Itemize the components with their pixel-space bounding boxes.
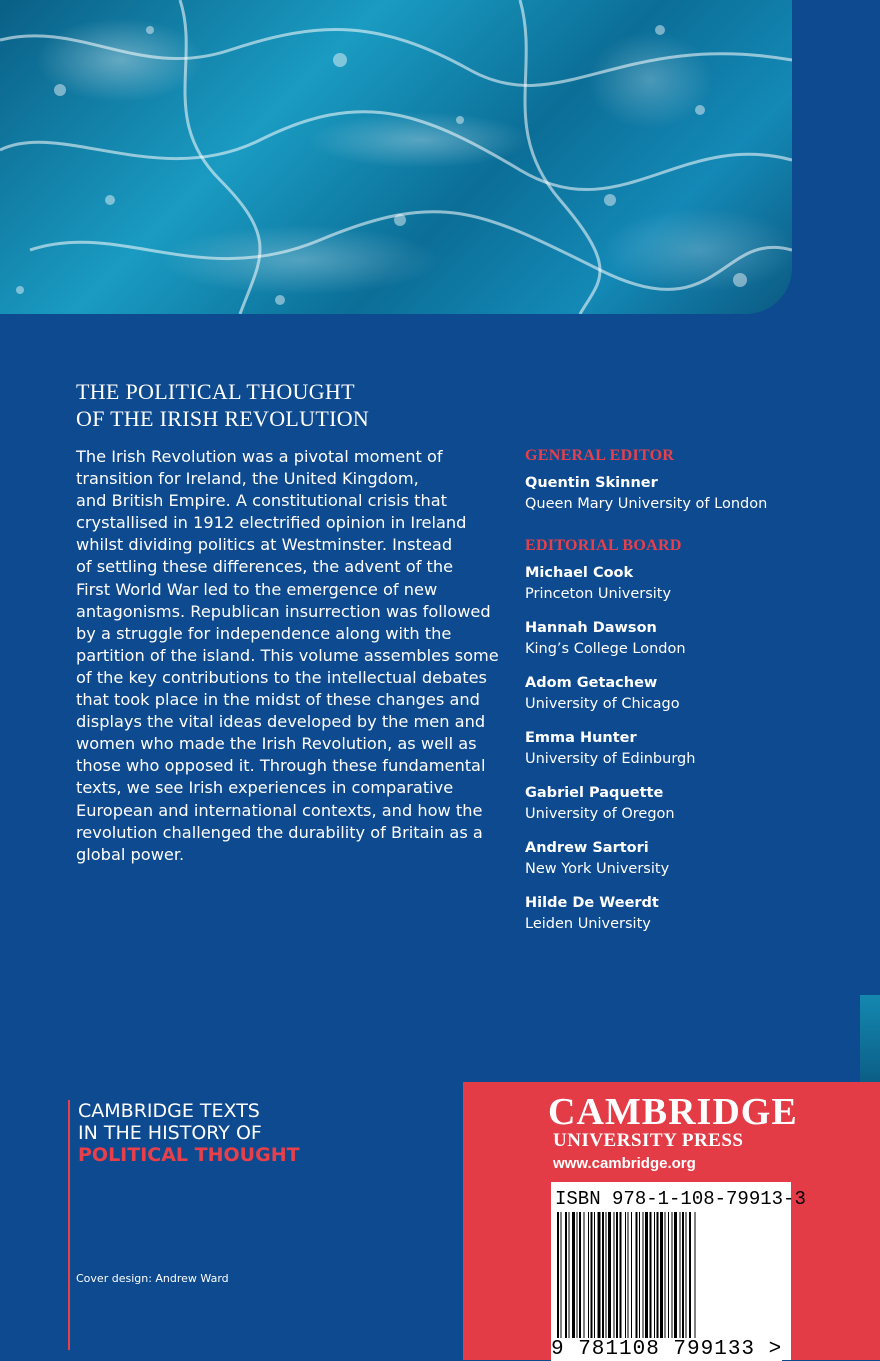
blurb-line: The Irish Revolution was a pivotal moment of	[76, 447, 443, 466]
blurb-line: by a struggle for independence along with the	[76, 623, 452, 643]
book-title	[76, 378, 369, 432]
isbn-label: ISBN 978-1-108-79913-3	[555, 1188, 806, 1210]
cover-photo-edge	[860, 995, 880, 1083]
editors-panel	[525, 447, 825, 948]
editor-name: Emma Hunter	[525, 730, 637, 746]
blurb-line: women who made the Irish Revolution, as well as	[76, 734, 477, 754]
barcode-bar	[680, 1212, 681, 1340]
sea-foam-pattern	[0, 0, 792, 314]
barcode-bar	[636, 1212, 638, 1340]
cover-design-credit: Cover design: Andrew Ward	[76, 1272, 229, 1285]
barcode-bar	[565, 1212, 567, 1340]
barcode-bar	[665, 1212, 666, 1340]
barcode-bar	[631, 1212, 632, 1340]
barcode-bar	[579, 1212, 581, 1340]
board-member	[525, 893, 825, 935]
general-editor-heading: GENERAL EDITOR	[525, 447, 675, 464]
publisher-block	[463, 1082, 880, 1360]
general-editor	[525, 473, 825, 515]
barcode-bar	[654, 1212, 655, 1340]
blurb-line: and British Empire. A constitutional crisis that	[76, 491, 448, 511]
board-member	[525, 728, 825, 770]
blurb-line: revolution challenged the durability of Britain as a	[76, 822, 483, 842]
barcode-bar	[674, 1212, 677, 1340]
barcode-bar	[577, 1212, 578, 1340]
barcode-bar	[695, 1212, 696, 1340]
editor-affiliation: Princeton University	[525, 586, 672, 602]
barcode-bar	[668, 1212, 669, 1340]
barcode-bar	[672, 1212, 673, 1340]
editorial-board-heading: EDITORIAL BOARD	[525, 537, 682, 554]
board-member	[525, 783, 825, 825]
series-line-2: IN THE HISTORY OF	[78, 1122, 262, 1144]
barcode-bar	[625, 1212, 626, 1340]
barcode-bar	[650, 1212, 652, 1340]
barcode-bar	[591, 1212, 593, 1340]
barcode-bar	[557, 1212, 559, 1340]
blurb-line: transition for Ireland, the United Kingdom,	[76, 469, 419, 489]
barcode-bar	[643, 1212, 644, 1340]
board-member	[525, 673, 825, 715]
barcode-bar	[606, 1212, 607, 1340]
barcode-bar	[584, 1212, 585, 1340]
blurb-line: of settling these differences, the advent of the	[76, 557, 454, 577]
editor-affiliation: University of Oregon	[525, 806, 675, 822]
barcode-bar	[628, 1212, 629, 1340]
blurb-line: crystallised in 1912 electrified opinion in Ireland	[76, 513, 467, 533]
blurb-line: antagonisms. Republican insurrection was followed	[76, 601, 491, 621]
blurb-line: partition of the island. This volume assembles some	[76, 645, 499, 665]
barcode	[551, 1182, 806, 1361]
barcode-bar	[686, 1212, 687, 1340]
blurb-line: of the key contributions to the intellectual debates	[76, 667, 487, 687]
editor-affiliation: King’s College London	[525, 641, 686, 657]
barcode-bar	[561, 1212, 562, 1340]
barcode-bar	[598, 1212, 601, 1340]
barcode-bars	[557, 1212, 785, 1340]
barcode-bar	[645, 1212, 648, 1340]
blurb-line: that took place in the midst of these changes and	[76, 690, 480, 710]
board-member	[525, 838, 825, 880]
barcode-bar	[660, 1212, 663, 1340]
blurb-line: texts, we see Irish experiences in comparative	[76, 778, 454, 798]
editor-affiliation: University of Chicago	[525, 696, 680, 712]
editor-affiliation: New York University	[525, 861, 670, 877]
barcode-bar	[620, 1212, 622, 1340]
board-member	[525, 618, 825, 660]
barcode-bar	[657, 1212, 659, 1340]
barcode-bar	[616, 1212, 618, 1340]
board-member	[525, 563, 825, 605]
barcode-bar	[594, 1212, 595, 1340]
book-title-line-2: OF THE IRISH REVOLUTION	[76, 406, 370, 431]
publisher-website: www.cambridge.org	[553, 1155, 696, 1172]
editor-name: Hannah Dawson	[525, 620, 657, 636]
editor-affiliation: Leiden University	[525, 916, 651, 932]
series-line-3: POLITICAL THOUGHT	[78, 1144, 300, 1166]
editor-name: Gabriel Paquette	[525, 785, 664, 801]
publisher-name: CAMBRIDGE	[548, 1091, 798, 1133]
barcode-bar	[588, 1212, 589, 1340]
blurb-line: those who opposed it. Through these fundamental	[76, 756, 486, 776]
series-title	[68, 1100, 300, 1350]
barcode-bar	[572, 1212, 575, 1340]
blurb-line: First World War led to the emergence of new	[76, 579, 438, 599]
editor-name: Quentin Skinner	[525, 475, 658, 491]
blurb-line: displays the vital ideas developed by the men and	[76, 712, 486, 732]
series-line-1: CAMBRIDGE TEXTS	[78, 1100, 260, 1122]
blurb-line: global power.	[76, 844, 185, 864]
cover-sea-photo	[0, 0, 792, 314]
editor-affiliation: Queen Mary University of London	[525, 496, 768, 512]
barcode-bar	[682, 1212, 684, 1340]
book-blurb	[76, 446, 499, 866]
barcode-bar	[614, 1212, 615, 1340]
barcode-bar	[602, 1212, 604, 1340]
publisher-press: UNIVERSITY PRESS	[553, 1130, 744, 1151]
editor-name: Hilde De Weerdt	[525, 895, 659, 911]
barcode-bar	[569, 1212, 570, 1340]
barcode-bar	[689, 1212, 691, 1340]
barcode-bar	[608, 1212, 611, 1340]
blurb-line: whilst dividing politics at Westminster. Instead	[76, 535, 453, 555]
editor-affiliation: University of Edinburgh	[525, 751, 696, 767]
editor-name: Andrew Sartori	[525, 840, 649, 856]
ean-number: 9 781108 799133 >	[551, 1338, 783, 1361]
editor-name: Adom Getachew	[525, 675, 658, 691]
book-title-line-1: THE POLITICAL THOUGHT	[76, 379, 355, 404]
barcode-bar	[639, 1212, 640, 1340]
editor-name: Michael Cook	[525, 565, 634, 581]
blurb-line: European and international contexts, and how the	[76, 800, 483, 820]
